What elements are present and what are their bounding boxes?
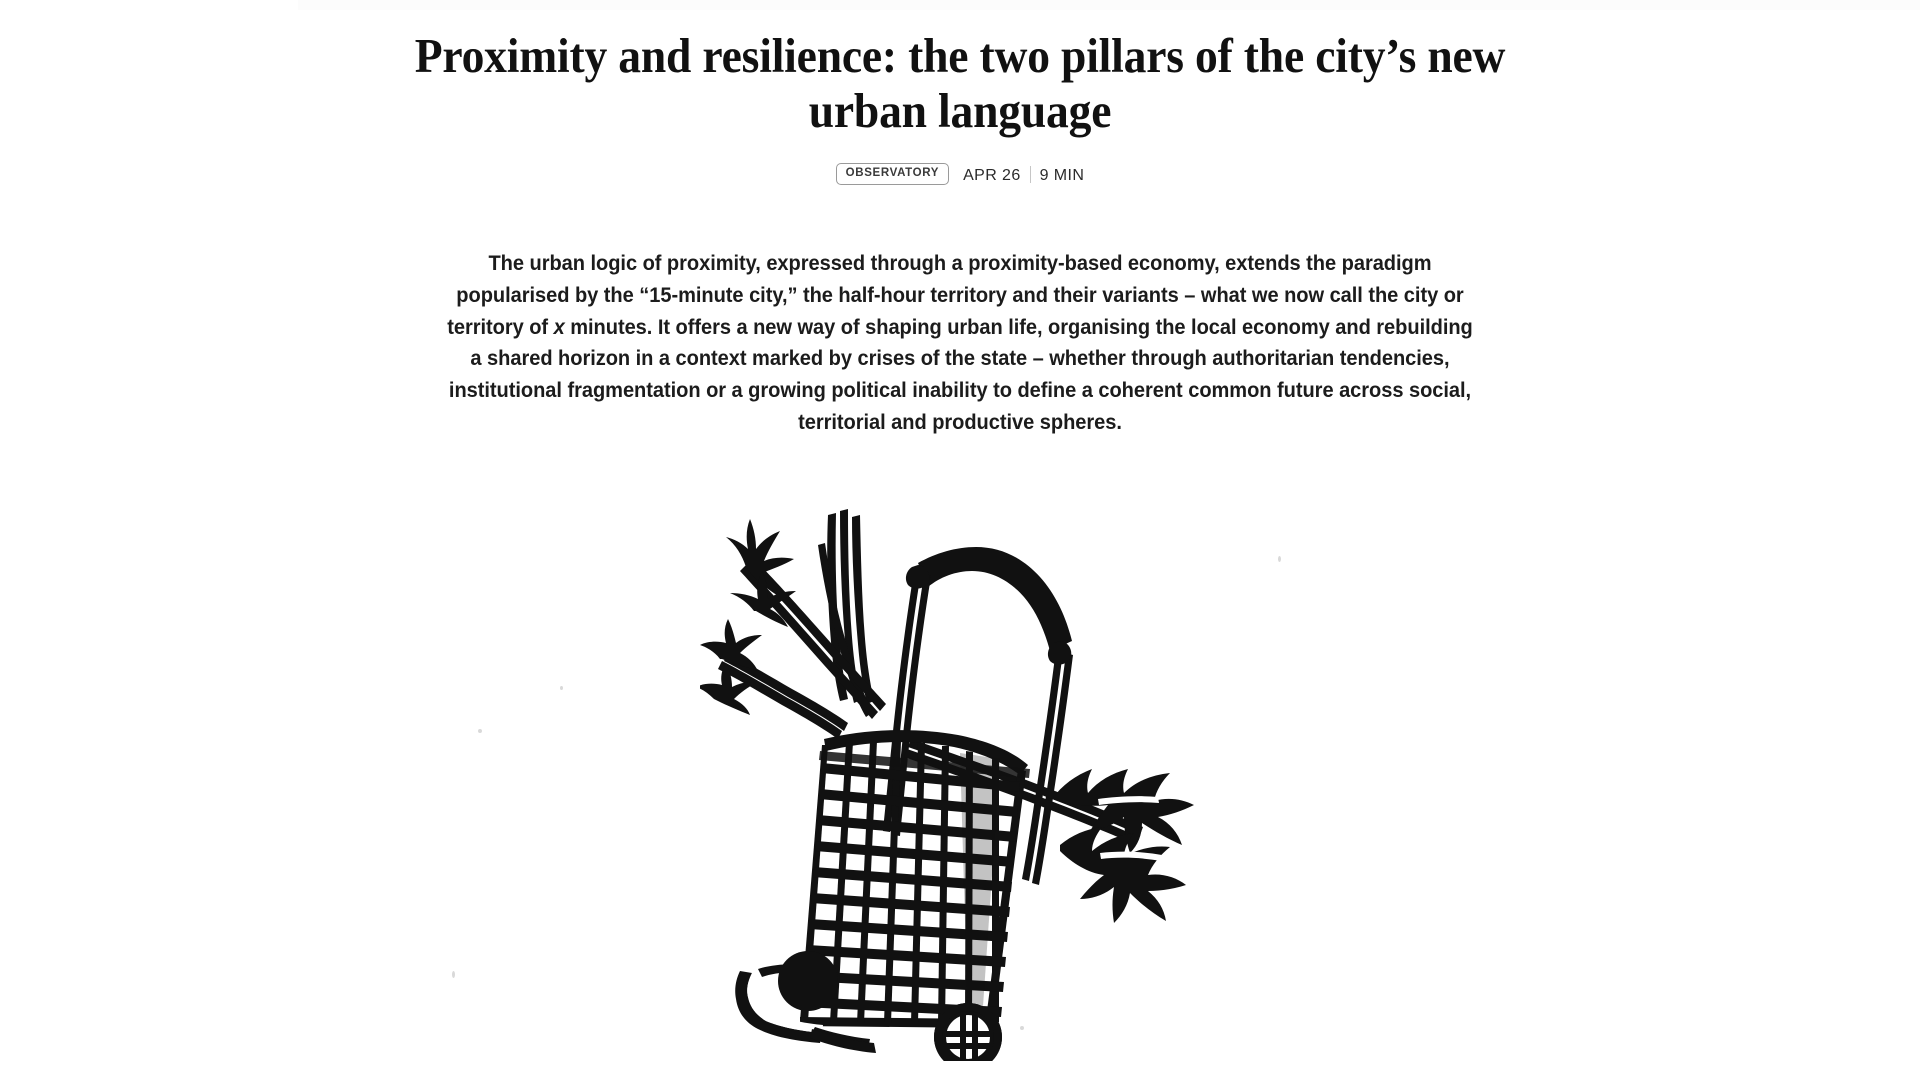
artwork-speck	[478, 729, 482, 733]
page-title: Proximity and resilience: the two pillars of the city’s new urban language	[414, 28, 1506, 139]
article-illustration-figure	[0, 501, 1920, 1061]
article-lead-paragraph	[421, 248, 1498, 439]
read-time: 9 MIN	[1039, 166, 1085, 184]
category-badge[interactable]: OBSERVATORY	[836, 163, 949, 185]
artwork-speck	[452, 971, 455, 978]
publish-date: APR 26	[963, 166, 1021, 184]
lead-text-before-emphasis: The urban logic of proximity, expressed through a proximity-based economy, extends the paradigm popularised by the “15-minute city,” the half-hour territory and their variants – what we now call the city or territory of	[447, 251, 1464, 339]
article-meta-row	[0, 163, 1920, 185]
lead-text-after-emphasis: minutes. It offers a new way of shaping urban life, organising the local economy and rebuilding a shared horizon in a context marked by crises of the state – whether through authoritarian tendencies, institutional fragmentation or a growing political inability to define a coherent common future across social, territorial and productive spheres.	[448, 315, 1473, 435]
artwork-speck	[1278, 556, 1281, 562]
meta-date-readtime	[963, 163, 1084, 185]
meta-divider	[1030, 166, 1031, 183]
lead-emphasis-variable: x	[553, 315, 565, 339]
shopping-trolley-with-vegetables-icon	[700, 501, 1220, 1061]
artwork-speck	[560, 686, 563, 690]
